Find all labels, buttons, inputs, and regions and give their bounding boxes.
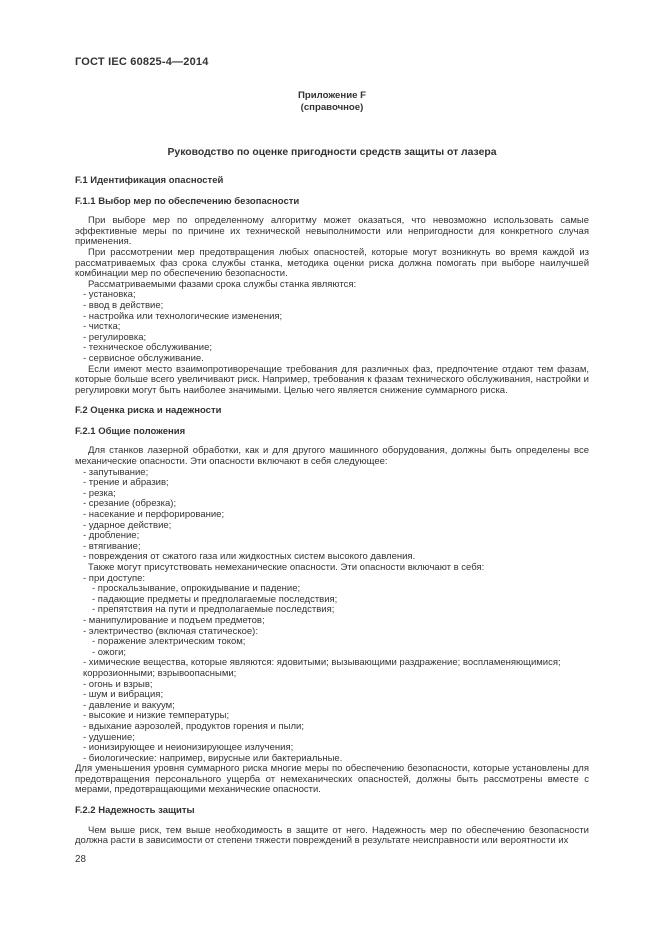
list-item: - ввод в действие;: [83, 299, 164, 311]
list-item: - вдыхание аэрозолей, продуктов горения и пыли;: [83, 720, 304, 732]
list-item: - химические вещества, которые являются: ядовитыми; вызывающими раздражение; воспламеняющимися; коррозионными; взрывоопасными;: [83, 657, 561, 679]
paragraph: Для станков лазерной обработки, как и для другого машинного оборудования, должны быть определены все механические опасности. Эти опасности включают в себя следующее:: [75, 445, 589, 468]
list-item: - установка;: [83, 289, 136, 301]
list-item: - давление и вакуум;: [83, 699, 175, 711]
document-title: Руководство по оценке пригодности средств защиты от лазера: [167, 147, 497, 158]
page-number: 28: [75, 853, 86, 865]
section-heading: F.2.1 Общие положения: [75, 425, 186, 437]
list-item: - насекание и перфорирование;: [83, 509, 225, 521]
paragraph: Рассматриваемыми фазами срока службы станка являются:: [88, 278, 357, 290]
list-item: - сервисное обслуживание.: [83, 352, 204, 364]
paragraph: При рассмотрении мер предотвращения любых опасностей, которые могут возникнуть во время каждой из рассматриваемых фаз срока службы станка, методика оценки риска должна помогать при выборе наилучшей комбинации мер по обеспечению безопасности.: [75, 246, 589, 280]
sub-list-item: - препятствия на пути и предполагаемые последствия;: [92, 604, 335, 616]
list-item: - огонь и взрыв;: [83, 678, 153, 690]
list-item: - электричество (включая статическое):: [83, 625, 258, 637]
list-item: - удушение;: [83, 731, 135, 743]
list-item: - при доступе:: [83, 572, 146, 584]
section-heading: F.1.1 Выбор мер по обеспечению безопасности: [75, 195, 300, 207]
list-item: - ионизирующее и неионизирующее излучения;: [83, 742, 294, 754]
section-heading: F.2 Оценка риска и надежности: [75, 405, 222, 417]
list-item: - регулировка;: [83, 331, 147, 343]
list-item: - биологические: например, вирусные или бактериальные.: [83, 752, 343, 764]
annex-type: (справочное): [300, 101, 364, 113]
list-item: - втягивание;: [83, 540, 141, 552]
paragraph: При выборе мер по определенному алгоритму может оказаться, что невозможно использовать самые эффективные меры по причине их технической невыполнимости или непригодности для конкретного случая применения.: [75, 215, 589, 248]
section-heading: F.2.2 Надежность защиты: [75, 805, 195, 817]
list-item: - манипулирование и подъем предметов;: [83, 614, 265, 626]
list-item: - ударное действие;: [83, 519, 172, 531]
section-heading: F.1 Идентификация опасностей: [75, 175, 224, 186]
list-item: - высокие и низкие температуры;: [83, 710, 230, 722]
list-item: - повреждения от сжатого газа или жидкостных систем высокого давления.: [83, 551, 416, 563]
list-item: - резка;: [83, 487, 116, 499]
document-content: [75, 176, 589, 847]
sub-list-item: - падающие предметы и предполагаемые последствия;: [92, 593, 338, 605]
list-item: - трение и абразив;: [83, 477, 169, 489]
paragraph: Также могут присутствовать немеханические опасности. Эти опасности включают в себя:: [88, 562, 485, 573]
list-item: - техническое обслуживание;: [83, 342, 213, 354]
paragraph: Чем выше риск, тем выше необходимость в защите от него. Надежность мер по обеспечению безопасности должна расти в зависимости от степени тяжести повреждений в результате неисправности или вероятности их: [75, 824, 589, 847]
sub-list-item: - проскальзывание, опрокидывание и падение;: [92, 583, 301, 595]
annex-label: Приложение F: [298, 90, 366, 101]
list-item: - чистка;: [83, 321, 121, 333]
doc-designation: ГОСТ IEC 60825-4—2014: [75, 56, 209, 68]
paragraph: Если имеют место взаимопротиворечащие требования для различных фаз, предпочтение отдают тем фазам, которые больше всего увеличивают риск. Например, требования к фазам технического обслуживания, настройки и регулировки могут быть наиболее значимыми. Целью чего является снижение суммарного риска.: [75, 363, 589, 396]
list-item: - запутывание;: [83, 466, 149, 478]
sub-list-item: - поражение электрическим током;: [92, 636, 246, 648]
list-item: - дробление;: [83, 530, 140, 542]
sub-list-item: - ожоги;: [92, 646, 127, 658]
paragraph: Для уменьшения уровня суммарного риска многие меры по обеспечению безопасности, которые установлены для предотвращения персонального ущерба от немеханических опасностей, должны быть рассмотрены вместе с мерами, предотвращающими механические опасности.: [75, 763, 589, 796]
list-item: - настройка или технологические изменения;: [83, 310, 283, 322]
list-item: - срезание (обрезка);: [83, 498, 177, 510]
list-item: - шум и вибрация;: [83, 689, 164, 701]
